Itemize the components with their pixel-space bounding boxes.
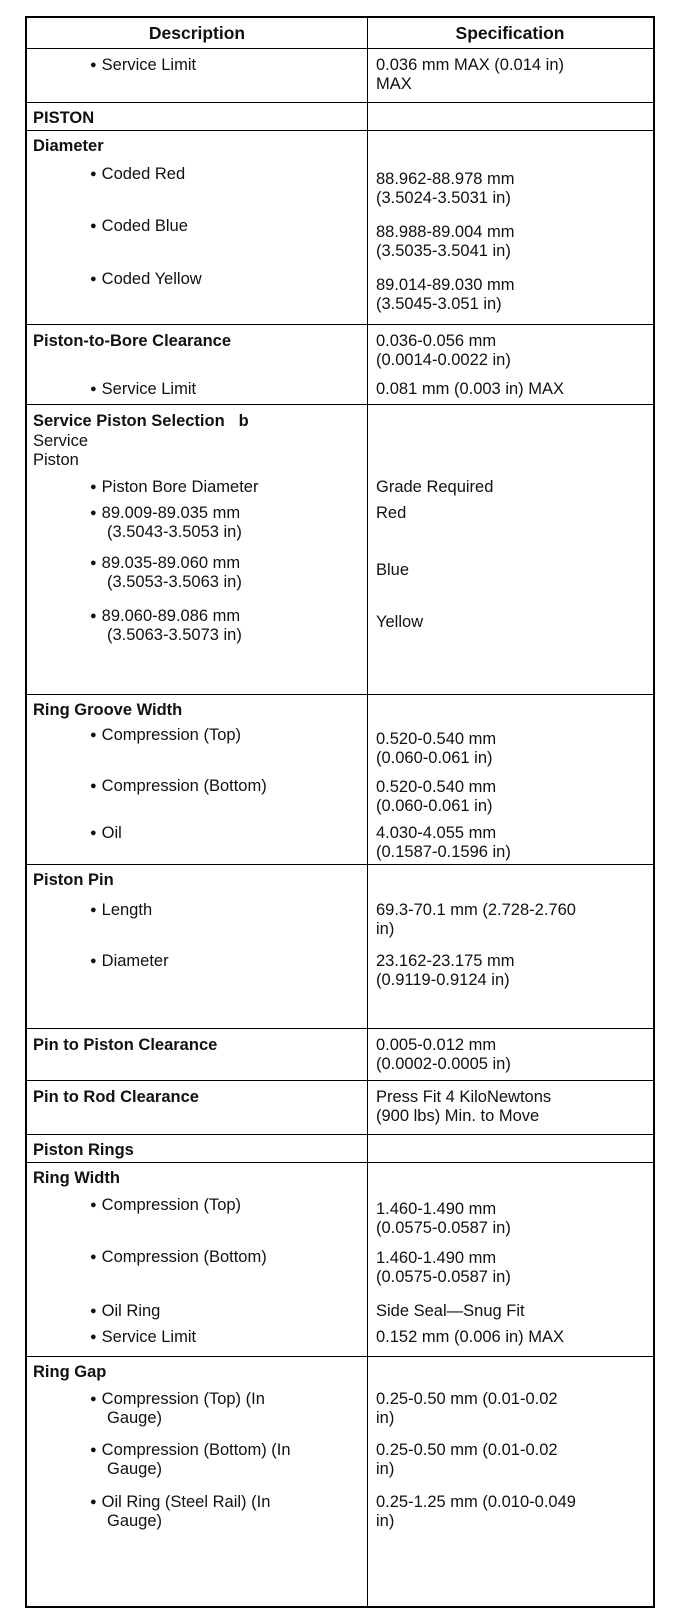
row-specification-cont: (0.0575-0.0587 in): [376, 1219, 511, 1237]
spec-table: [25, 16, 655, 1608]
row-specification: 89.014-89.030 mm: [376, 276, 515, 294]
row-specification-cont: in): [376, 1460, 395, 1478]
row-specification-cont: in): [376, 1409, 395, 1427]
row-specification-cont: (3.5035-3.5041 in): [376, 242, 511, 260]
row-description: ● Service Limit: [90, 56, 196, 77]
row-description: ● Oil Ring (Steel Rail) (In: [90, 1493, 270, 1514]
row-specification-cont: (0.0575-0.0587 in): [376, 1268, 511, 1286]
row-divider: [27, 48, 653, 49]
row-divider: [27, 1028, 653, 1029]
row-specification: 0.036 mm MAX (0.014 in): [376, 56, 564, 74]
row-specification: 1.460-1.490 mm: [376, 1249, 497, 1267]
row-specification-cont: in): [376, 1512, 395, 1530]
group-heading: Piston Pin: [33, 871, 114, 889]
row-specification: 4.030-4.055 mm: [376, 824, 497, 842]
group-heading: Ring Gap: [33, 1363, 107, 1381]
row-specification: Red: [376, 504, 407, 522]
footnote-marker: b: [238, 412, 249, 430]
row-description: ● Piston Bore Diameter: [90, 478, 258, 499]
section-heading: Piston Rings: [33, 1141, 134, 1159]
row-specification-cont: (3.5045-3.051 in): [376, 295, 502, 313]
row-description: ● Compression (Top): [90, 726, 241, 747]
row-specification: 0.25-1.25 mm (0.010-0.049: [376, 1493, 576, 1511]
row-divider: [27, 324, 653, 325]
row-description-cont: Gauge): [107, 1409, 163, 1427]
row-specification-cont: (0.9119-0.9124 in): [376, 971, 510, 989]
row-description: ● Length: [90, 901, 152, 922]
header-specification: Specification: [455, 23, 565, 43]
row-description-cont: Piston: [33, 451, 79, 469]
group-heading-text: Service Piston Selection: [33, 412, 225, 430]
row-description-cont: Gauge): [107, 1512, 163, 1530]
group-heading: Piston-to-Bore Clearance: [33, 332, 232, 350]
row-divider: [27, 1134, 653, 1135]
row-divider: [27, 1080, 653, 1081]
row-divider: [27, 130, 653, 131]
row-specification: Yellow: [376, 613, 424, 631]
row-specification: Side Seal—Snug Fit: [376, 1302, 525, 1320]
row-specification-cont: in): [376, 920, 395, 938]
row-specification: Grade Required: [376, 478, 494, 496]
row-specification: 0.005-0.012 mm: [376, 1036, 497, 1054]
row-description-cont: (3.5063-3.5073 in): [107, 626, 242, 644]
row-specification-cont: (0.1587-0.1596 in): [376, 843, 511, 861]
row-divider: [27, 694, 653, 695]
row-divider: [27, 1162, 653, 1163]
row-specification: 0.152 mm (0.006 in) MAX: [376, 1328, 564, 1346]
row-specification: 88.962-88.978 mm: [376, 170, 515, 188]
row-description-cont: Gauge): [107, 1460, 163, 1478]
row-divider: [27, 102, 653, 103]
group-heading: Pin to Rod Clearance: [33, 1088, 199, 1106]
row-specification-cont: (0.060-0.061 in): [376, 749, 493, 767]
row-description: ● Oil Ring: [90, 1302, 160, 1323]
row-description: ● Coded Blue: [90, 217, 188, 238]
row-description: ● Compression (Top) (In: [90, 1390, 265, 1411]
row-description: ● Compression (Top): [90, 1196, 241, 1217]
section-heading: PISTON: [33, 109, 95, 127]
row-specification: 1.460-1.490 mm: [376, 1200, 497, 1218]
row-specification: 0.520-0.540 mm: [376, 778, 497, 796]
row-specification: Press Fit 4 KiloNewtons: [376, 1088, 552, 1106]
row-divider: [27, 1356, 653, 1357]
row-specification: 0.036-0.056 mm: [376, 332, 497, 350]
row-specification-cont: (3.5024-3.5031 in): [376, 189, 511, 207]
group-heading: Ring Width: [33, 1169, 120, 1187]
row-specification-cont: (900 lbs) Min. to Move: [376, 1107, 540, 1125]
header-description: Description: [148, 23, 246, 43]
row-description: ● Diameter: [90, 952, 169, 973]
group-heading: Ring Groove Width: [33, 701, 183, 719]
row-specification: 0.520-0.540 mm: [376, 730, 497, 748]
row-description: ● Coded Red: [90, 165, 185, 186]
row-description-cont: (3.5053-3.5063 in): [107, 573, 242, 591]
row-description: Service: [33, 432, 89, 450]
row-specification: 0.25-0.50 mm (0.01-0.02: [376, 1441, 558, 1459]
row-specification-cont: (0.0014-0.0022 in): [376, 351, 511, 369]
row-specification: 0.081 mm (0.003 in) MAX: [376, 380, 564, 398]
row-description: ● Coded Yellow: [90, 270, 202, 291]
row-specification-cont: (0.060-0.061 in): [376, 797, 493, 815]
row-description: ● Compression (Bottom): [90, 777, 267, 798]
row-description: ● 89.009-89.035 mm: [90, 504, 240, 525]
row-description: ● Service Limit: [90, 1328, 196, 1349]
row-description-cont: (3.5043-3.5053 in): [107, 523, 242, 541]
row-specification: 23.162-23.175 mm: [376, 952, 515, 970]
group-heading: [33, 412, 249, 431]
row-specification: 69.3-70.1 mm (2.728-2.760: [376, 901, 576, 919]
row-description: ● Service Limit: [90, 380, 196, 401]
row-description: ● Compression (Bottom): [90, 1248, 267, 1269]
column-divider: [367, 18, 368, 1606]
group-heading: Diameter: [33, 137, 104, 155]
row-specification: 88.988-89.004 mm: [376, 223, 515, 241]
row-divider: [27, 864, 653, 865]
row-description: ● Compression (Bottom) (In: [90, 1441, 291, 1462]
row-description: ● 89.060-89.086 mm: [90, 607, 240, 628]
row-description: ● 89.035-89.060 mm: [90, 554, 240, 575]
group-heading: Pin to Piston Clearance: [33, 1036, 218, 1054]
row-specification: 0.25-0.50 mm (0.01-0.02: [376, 1390, 558, 1408]
row-specification: Blue: [376, 561, 410, 579]
row-description: ● Oil: [90, 824, 122, 845]
row-specification-cont: MAX: [376, 75, 412, 93]
row-specification-cont: (0.0002-0.0005 in): [376, 1055, 511, 1073]
row-divider: [27, 404, 653, 405]
